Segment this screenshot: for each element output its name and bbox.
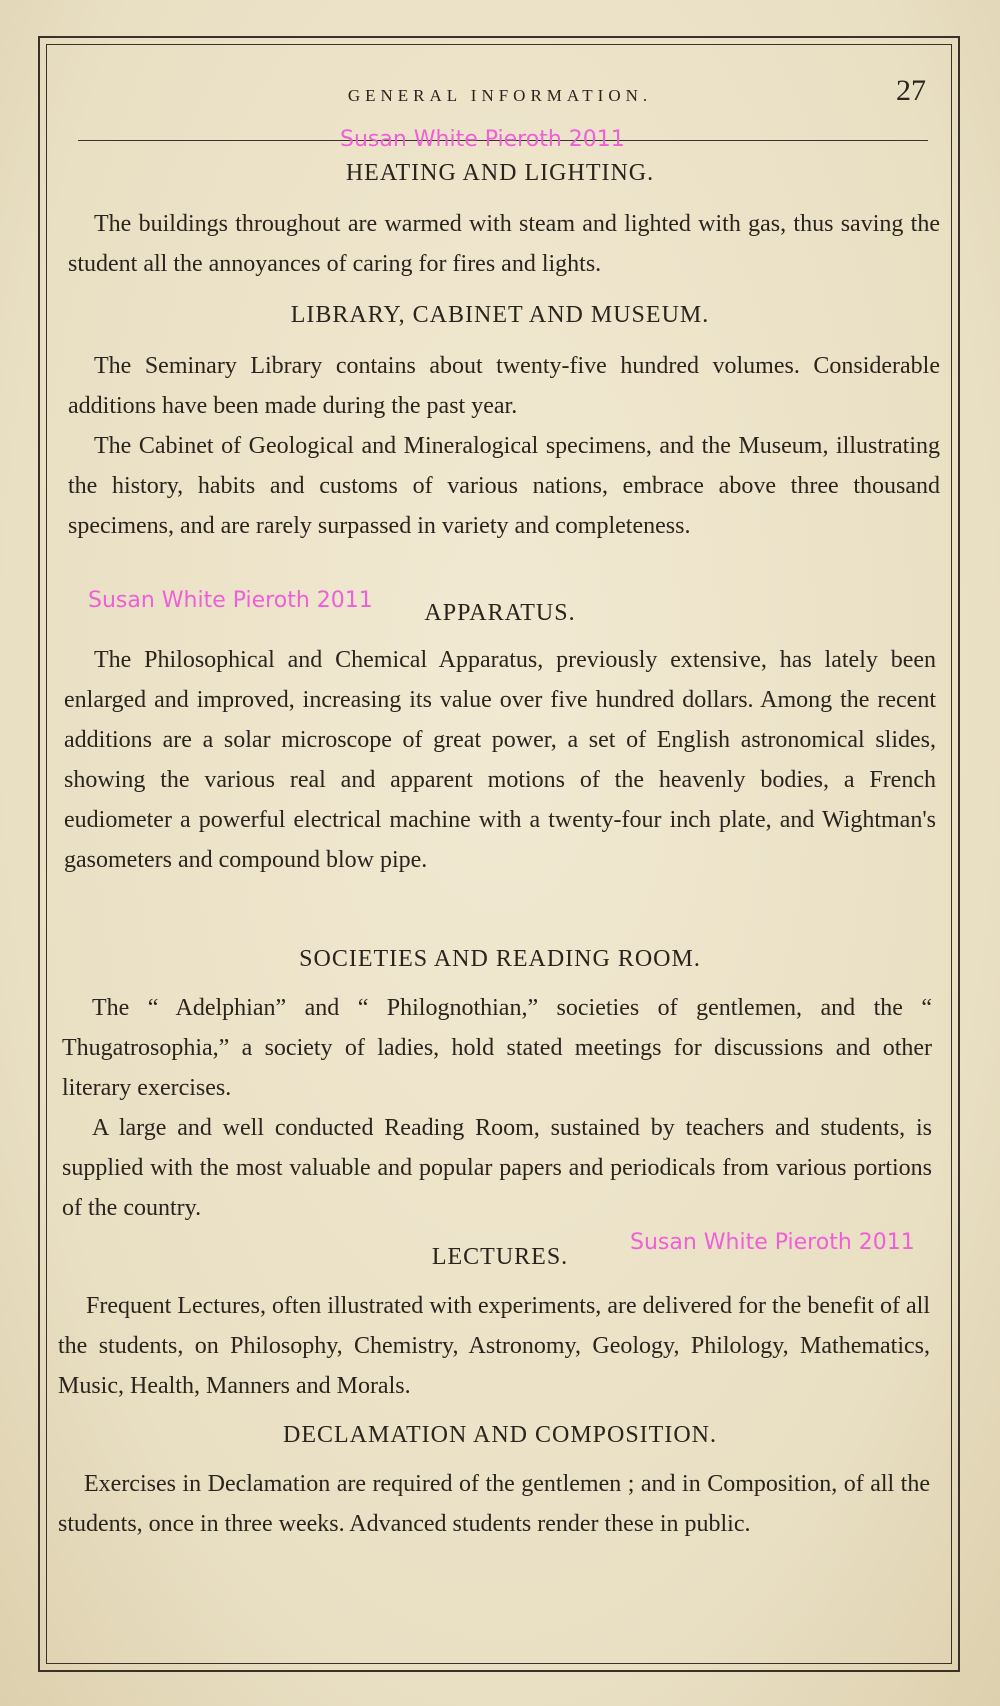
section-heading: LIBRARY, CABINET AND MUSEUM.: [290, 302, 710, 328]
paragraph: The buildings throughout are warmed with steam and lighted with gas, thus saving the student all the annoyances of caring for fires and lights.: [68, 211, 940, 277]
section-heading: LECTURES.: [431, 1244, 569, 1270]
watermark: Susan White Pieroth 2011: [340, 127, 625, 152]
paragraph: Frequent Lectures, often illustrated with experiments, are delivered for the benefit of all the students, on Philosophy, Chemistry, Astronomy, Geology, Philology, Mathematics, Music, Health, Manners and Morals.: [58, 1293, 930, 1399]
paragraph: The “ Adelphian” and “ Philognothian,” societies of gentlemen, and the “ Thugatrosophia,” a society of ladies, hold stated meetings for discussions and other literary exercises.: [62, 995, 932, 1101]
section-heading: APPARATUS.: [424, 600, 576, 626]
paragraph: A large and well conducted Reading Room, sustained by teachers and students, is supplied with the most valuable and popular papers and periodicals from various portions of the country.: [62, 1115, 932, 1221]
paragraph: Exercises in Declamation are required of the gentlemen ; and in Composition, of all the students, once in three weeks. Advanced students render these in public.: [58, 1471, 930, 1537]
running-head: GENERAL INFORMATION.: [347, 86, 653, 105]
paragraph: The Cabinet of Geological and Mineralogical specimens, and the Museum, illustrating the history, habits and customs of various nations, embrace above three thousand specimens, and are rarely surpassed in variety and completeness.: [68, 433, 940, 539]
paragraph: The Seminary Library contains about twenty-five hundred volumes. Considerable additions have been made during the past year.: [68, 353, 940, 419]
section-heading: SOCIETIES AND READING ROOM.: [299, 946, 701, 972]
section-heading: HEATING AND LIGHTING.: [345, 160, 655, 186]
watermark: Susan White Pieroth 2011: [88, 588, 373, 613]
section-heading: DECLAMATION AND COMPOSITION.: [282, 1422, 717, 1448]
paragraph: The Philosophical and Chemical Apparatus, previously extensive, has lately been enlarged and improved, increasing its value over five hundred dollars. Among the recent additions are a solar microscope of great power, a set of English astronomical slides, showing the various real and apparent motions of the heavenly bodies, a French eudiometer a powerful electrical machine with a twenty-four inch plate, and Wightman's gasometers and compound blow pipe.: [64, 647, 936, 873]
watermark: Susan White Pieroth 2011: [630, 1230, 915, 1255]
page-number: 27: [896, 74, 926, 107]
